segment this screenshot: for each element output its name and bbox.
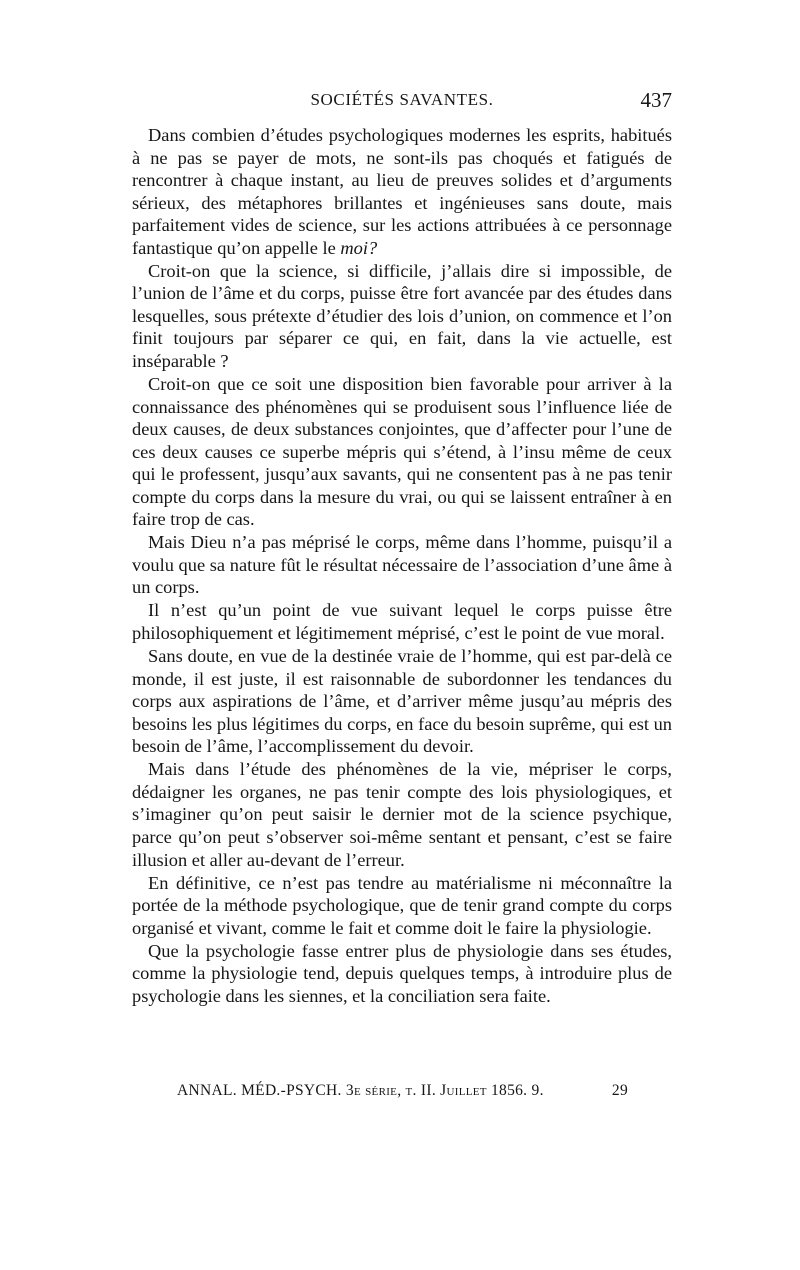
paragraph: Il n’est qu’un point de vue suivant lequel le corps puisse être philosophiquement et légitimement méprisé, c’est le point de vue moral. [132,600,672,644]
running-title: SOCIÉTÉS SAVANTES. [310,90,494,109]
paragraph: Croit-on que ce soit une disposition bien favorable pour arriver à la connaissance des phénomènes qui se produisent sous l’influence liée de deux causes, de deux substances conjointes, que d’affecter pour l’une de ces deux causes ce superbe mépris qui s’étend, à l’insu même de ceux qui le professent, jusqu’aux savants, qui ne consentent pas à ne pas tenir compte du corps dans la mesure du vrai, ou qui se laissent entraîner à en faire trop de cas. [132,374,672,530]
paragraph: En définitive, ce n’est pas tendre au matérialisme ni méconnaître la portée de la méthode psychologique, que de tenir grand compte du corps organisé et vivant, comme le fait et comme doit le faire la physiologie. [132,872,672,938]
paragraph: Que la psychologie fasse entrer plus de physiologie dans ses études, comme la physiologie tend, depuis quelques temps, à introduire plus de psychologie dans les siennes, et la conciliation sera faite. [132,940,672,1006]
page-number: 437 [640,88,672,112]
paragraph: Croit-on que la science, si difficile, j’allais dire si impossible, de l’union de l’âme et du corps, puisse être fort avancée par des études dans lesquelles, sous prétexte d’étudier des lois d’union, on commence et l’on finit toujours par séparer ce qui, en fait, dans la vie actuelle, est inséparable ? [132,260,672,371]
running-head [132,90,672,114]
paragraph: Mais dans l’étude des phénomènes de la vie, mépriser le corps, dédaigner les organes, ne pas tenir compte des lois physiologiques, et s’imaginer qu’on peut saisir le dernier mot de la science psychique, parce qu’on peut s’observer soi-même sentant et pensant, c’est se faire illusion et aller au-devant de l’erreur. [132,759,672,870]
body-text [132,124,672,1007]
paragraph [132,124,672,259]
paragraph: Mais Dieu n’a pas méprisé le corps, même dans l’homme, puisqu’il a voulu que sa nature fût le résultat nécessaire de l’association d’une âme à un corps. [132,532,672,598]
footer-citation: ANNAL. MÉD.-PSYCH. 3e série, t. II. Juillet 1856. 9. [177,1082,544,1099]
paragraph-text: Dans combien d’études psychologiques modernes les esprits, habitués à ne pas se payer de mots, ne sont-ils pas choqués et fatigués de rencontrer à chaque instant, au lieu de preuves solides et d’arguments sérieux, des métaphores brillantes et ingénieuses sans doute, mais parfaitement vides de science, sur les actions attribuées à ce personnage fantastique qu’on appelle le [132,125,672,258]
footer-signature-mark: 29 [611,1082,628,1099]
emphasized-word: moi? [340,237,378,258]
page-footer [132,1082,672,1106]
paragraph: Sans doute, en vue de la destinée vraie de l’homme, qui est par-delà ce monde, il est juste, il est raisonnable de subordonner les tendances du corps aux aspirations de l’âme, et d’arriver même jusqu’au mépris des besoins les plus légitimes du corps, en face du besoin suprême, qui est un besoin de l’âme, l’accomplissement du devoir. [132,646,672,757]
